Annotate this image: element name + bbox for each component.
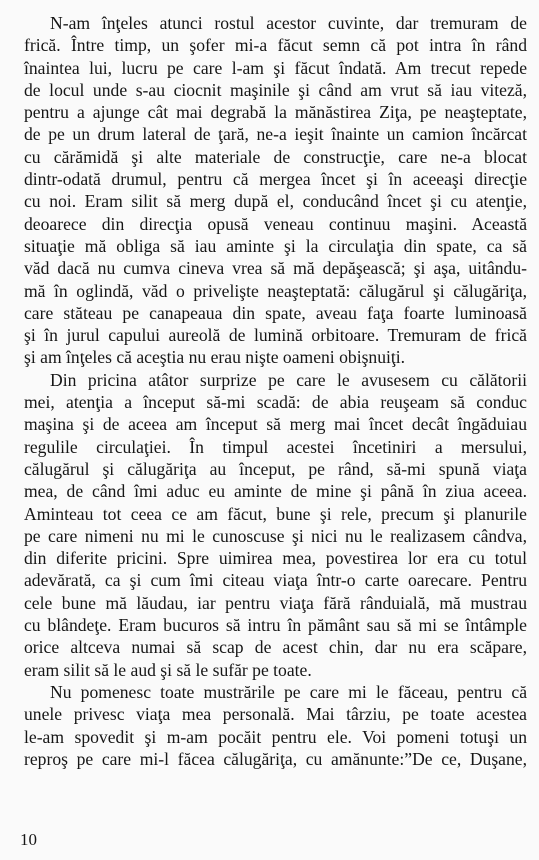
text-line: care stăteau pe canapeaua din spate, aveau faţa foarte luminoasă (24, 302, 527, 323)
text-line: deoarece din direcţia opusă veneau continuu maşini. Această (24, 213, 527, 234)
text-line: mă în oglindă, văd o privelişte neaşteptată: călugărul şi călugăriţa, (24, 280, 527, 301)
text-line: unele privesc viaţa mea personală. Mai târziu, pe toate acestea (24, 704, 527, 725)
text-line: văd dacă nu cumva cineva vrea să mă depăşească; şi aşa, uitându- (24, 258, 527, 279)
paragraph-first-line: Din pricina atâtor surprize pe care le avusesem cu călătorii (50, 369, 527, 390)
text-line: pentru a ajunge cât mai degrabă la mănăstirea Ziţa, pe neaşteptate, (24, 102, 527, 123)
text-line: cu noi. Eram silit să merg după el, conducând încet şi cu atenţie, (24, 191, 527, 212)
text-line: eram silit să le aud şi să le sufăr pe toate. (24, 659, 312, 680)
text-line: pe care nimeni nu mi le cunoscuse şi nici nu le realizasem cândva, (24, 525, 527, 546)
text-line: cele bune mă lăudau, iar pentru viaţa fără rânduială, mă mustrau (24, 592, 527, 613)
text-line: mea, de când îmi aduc eu aminte de mine şi până în ziua aceea. (24, 481, 527, 502)
paragraph-first-line: Nu pomenesc toate mustrările pe care mi le făceau, pentru că (50, 681, 527, 702)
text-line: reproş pe care mi-l făcea călugăriţa, cu amănunte:”De ce, Duşane, (24, 748, 527, 769)
text-line: orice altceva numai să scap de acest chin, dar nu era scăpare, (24, 637, 527, 658)
text-line: din diferite pricini. Spre uimirea mea, povestirea lor era cu totul (24, 548, 527, 569)
text-line: şi am înţeles că aceştia nu erau nişte oameni obişnuiţi. (24, 347, 406, 368)
text-line: cu cărămidă şi alte materiale de construcţie, care ne-a blocat (24, 146, 527, 167)
text-line: Aminteau tot ceea ce am făcut, bune şi rele, precum şi planurile (24, 503, 527, 524)
text-line: mei, atenţia a început să-mi scadă: de abia reuşeam să conduc (24, 392, 527, 413)
page-number: 10 (20, 830, 37, 849)
book-page-text (24, 12, 527, 770)
paragraph-first-line: N-am înţeles atunci rostul acestor cuvinte, dar tremuram de (50, 13, 527, 33)
text-line: călugărul şi călugăriţa au început, pe rând, să-mi spună viaţa (24, 458, 527, 479)
text-line: cu blândeţe. Eram bucuros să intru în pământ sau să mi se întâmple (24, 615, 527, 636)
text-line: dintr-odată drumul, pentru că mergea încet şi în aceeaşi direcţie (24, 169, 527, 190)
text-line: adevărată, ca şi cum îmi citeau viaţa într-o carte oarecare. Pentru (24, 570, 527, 591)
text-line: maşina şi de aceea am început să merg mai încet decât îngăduiau (24, 414, 527, 435)
text-line: de locul unde s-au ciocnit maşinile şi când am vrut să iau viteză, (24, 79, 527, 100)
text-line: frică. Între timp, un şofer mi-a făcut semn că pot intra în rând (24, 35, 527, 56)
text-line: de pe un drum lateral de ţară, ne-a ieşit înainte un camion încărcat (24, 124, 527, 145)
text-line: înaintea lui, lucru pe care l-am şi făcut îndată. Am trecut repede (24, 57, 527, 78)
text-line: situaţie mă obliga să iau aminte şi la circulaţia din spate, ca să (24, 235, 527, 256)
text-line: regulile circulaţiei. În timpul acestei încetiniri a mersului, (24, 436, 527, 457)
text-line: le-am spovedit şi m-am pocăit pentru ele. Voi pomeni totuşi un (24, 726, 527, 747)
text-line: şi în jurul capului aureolă de lumină orbitoare. Tremuram de frică (24, 325, 527, 346)
